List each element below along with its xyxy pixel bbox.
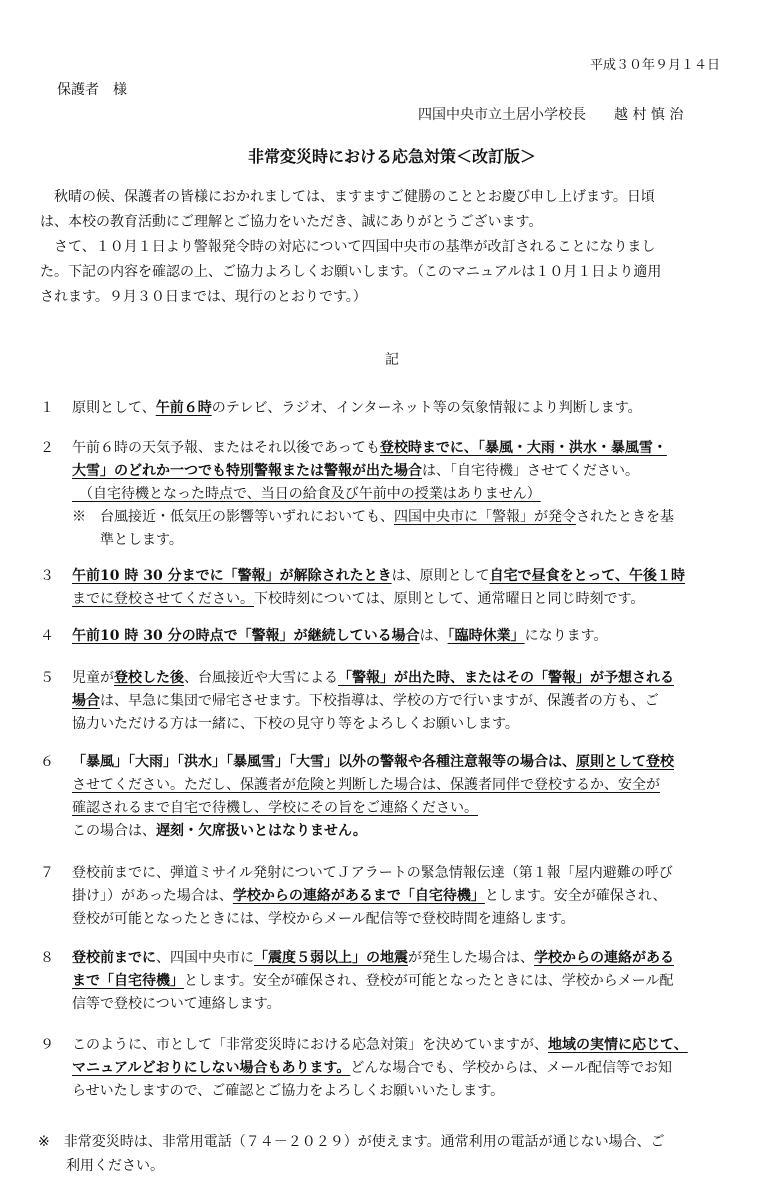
text-segment: 準とします。: [72, 532, 183, 548]
text-segment: 登校した後: [114, 670, 184, 686]
text-segment: 登校前までに: [72, 950, 156, 966]
item-number: ９: [40, 1037, 54, 1053]
text-segment: は、: [419, 628, 448, 644]
text-segment: （自宅待機となった時点で、当日の給食及び午前中の授業はありません）: [72, 486, 541, 502]
text-segment: 大雪」のどれか一つでも特別警報または警報が出た場合: [72, 463, 422, 479]
text-segment: 掛け」）があった場合は、: [72, 888, 233, 904]
intro-line: 秋晴の候、保護者の皆様におかれましては、ますますご健勝のこととお慶び申し上げます。日頃: [40, 189, 655, 205]
text-segment: が発生した場合は、: [408, 950, 534, 966]
text-segment: 「震度５弱以上」の地震: [254, 950, 408, 966]
sender: 四国中央市立土居小学校長 越 村 慎 治: [418, 107, 684, 123]
text-segment: 児童が: [72, 670, 114, 686]
text-segment: 午前10 時 30 分までに「警報」が解除されたとき: [72, 568, 392, 584]
item-line: [72, 690, 659, 710]
text-segment: 登校が可能となったときには、学校からメール配信等で登校時間を連絡します。: [72, 911, 575, 927]
item-line: [72, 506, 674, 526]
text-segment: 「臨時休業」: [447, 628, 525, 644]
item-line: [72, 797, 478, 817]
item-line: [72, 1034, 688, 1054]
text-segment: とします。安全が確保され、: [484, 888, 667, 904]
text-segment: 四国中央市に「警報」が発令: [394, 509, 576, 525]
text-segment: 下校時刻については、原則として、通常曜日と同じ時刻です。: [254, 591, 645, 607]
text-segment: までに登校させてください。: [72, 591, 254, 607]
text-segment: は、早急に集団で帰宅させます。下校指導は、学校の方で行いますが、保護者の方も、ご: [100, 693, 659, 709]
text-segment: 地域の実情に応じて、: [548, 1037, 688, 1053]
ki-heading: 記: [385, 352, 399, 368]
item-line: [72, 625, 607, 645]
text-segment: は、原則として: [391, 568, 490, 584]
item-line: [72, 460, 639, 480]
item-line: [72, 1057, 672, 1077]
item-line: [72, 947, 674, 967]
text-segment: 協力いただける方は一緒に、下校の見守り等をよろしくお願いします。: [72, 716, 519, 732]
text-segment: 午前６時の天気予報、またはそれ以後であっても: [72, 440, 380, 456]
footer-note-line: 利用ください。: [38, 1158, 164, 1174]
item-number: ２: [40, 440, 54, 456]
text-segment: 確認されるまで自宅で待機し、学校にその旨をご連絡ください。: [72, 800, 478, 816]
footer-note-line: ※ 非常変災時は、非常用電話（７４－２０２９）が使えます。通常利用の電話が通じない場合、ご: [38, 1134, 665, 1150]
intro-line: さて、１０月１日より警報発令時の対応について四国中央市の基準が改訂されることになりまし: [40, 239, 656, 255]
item-number: ５: [40, 670, 54, 686]
item-number: ８: [40, 950, 54, 966]
text-segment: 午前６時: [155, 400, 212, 416]
item-line: [72, 588, 644, 608]
item-line: [72, 1080, 504, 1100]
text-segment: 登校時までに、「暴風・大雨・洪水・暴風雪・: [379, 440, 667, 456]
text-segment: されたときを基: [576, 509, 674, 525]
item-number: ７: [40, 865, 54, 881]
item-number: １: [40, 400, 54, 416]
text-segment: 学校からの連絡がある: [534, 950, 674, 966]
document-title: 非常変災時における応急対策＜改訂版＞: [247, 147, 536, 166]
intro-line: た。下記の内容を確認の上、ご協力よろしくお願いします。（このマニュアルは１０月１日より適用: [40, 264, 662, 280]
text-segment: とします。安全が確保され、登校が可能となったときには、学校からメール配: [184, 973, 674, 989]
text-segment: になります。: [524, 628, 608, 644]
item-line: [72, 529, 183, 549]
text-segment: マニュアルどおりにしない場合もあります。: [72, 1060, 351, 1076]
item-line: [72, 565, 685, 585]
item-line: [72, 885, 667, 905]
text-segment: このように、市として「非常変災時における応急対策」を決めていますが、: [72, 1037, 548, 1053]
document-date: 平成３０年９月１４日: [590, 58, 721, 73]
text-segment: させてください。ただし、: [72, 777, 240, 793]
text-segment: らせいたしますので、ご確認とご協力をよろしくお願いいたします。: [72, 1083, 505, 1099]
item-line: [72, 820, 367, 840]
item-line: [72, 437, 667, 457]
item-line: [72, 397, 642, 417]
text-segment: 遅刻・欠席扱いとはなりません。: [156, 823, 367, 839]
intro-line: は、本校の教育活動にご理解とご協力をいただき、誠にありがとうございます。: [40, 214, 543, 230]
item-line: [72, 774, 660, 794]
text-segment: 午前10 時 30 分の時点で「警報」が継続している場合: [72, 628, 420, 644]
text-segment: 信等で登校について連絡します。: [72, 996, 281, 1012]
item-line: [72, 751, 674, 771]
item-number: ６: [40, 754, 54, 770]
text-segment: は、「自宅待機」させてください。: [422, 463, 639, 479]
text-segment: どんな場合でも、学校からは、メール配信等でお知: [350, 1060, 673, 1076]
text-segment: 自宅で昼食をとって、午後１時: [489, 568, 686, 584]
item-number: ３: [40, 568, 54, 584]
text-segment: 、四国中央市に: [156, 950, 254, 966]
item-line: [72, 993, 281, 1013]
text-segment: この場合は、: [72, 823, 156, 839]
item-line: [72, 862, 673, 882]
item-line: [72, 713, 519, 733]
item-line: [72, 483, 541, 503]
text-segment: 、台風接近や大雪による: [184, 670, 338, 686]
text-segment: 保護者が危険と判断した場合は、保護者同伴で登校するか、安全が: [240, 777, 660, 793]
item-line: [72, 970, 673, 990]
text-segment: 「警報」が出た時、またはその「警報」が予想される: [338, 670, 674, 686]
recipient: 保護者 様: [57, 82, 127, 98]
intro-line: されます。９月３０日までは、現行のとおりです。）: [40, 289, 367, 305]
item-line: [72, 908, 575, 928]
text-segment: のテレビ、ラジオ、インターネット等の気象情報により判断します。: [211, 400, 642, 416]
text-segment: ※ 台風接近・低気圧の影響等いずれにおいても、: [72, 509, 394, 525]
text-segment: 学校からの連絡があるまで「自宅待機」: [232, 888, 485, 904]
text-segment: 場合: [72, 693, 100, 709]
text-segment: 原則として登校: [576, 754, 674, 770]
text-segment: 「暴風」「大雨」「洪水」「暴風雪」「大雪」以外の警報や各種注意報等の場合は、: [72, 754, 576, 770]
text-segment: まで「自宅待機」: [72, 973, 184, 989]
text-segment: 原則として、: [72, 400, 156, 416]
text-segment: 登校前までに、弾道ミサイル発射についてＪアラートの緊急情報伝達（第１報「屋内避難の呼び: [72, 865, 673, 881]
item-number: ４: [40, 628, 54, 644]
item-line: [72, 667, 674, 687]
